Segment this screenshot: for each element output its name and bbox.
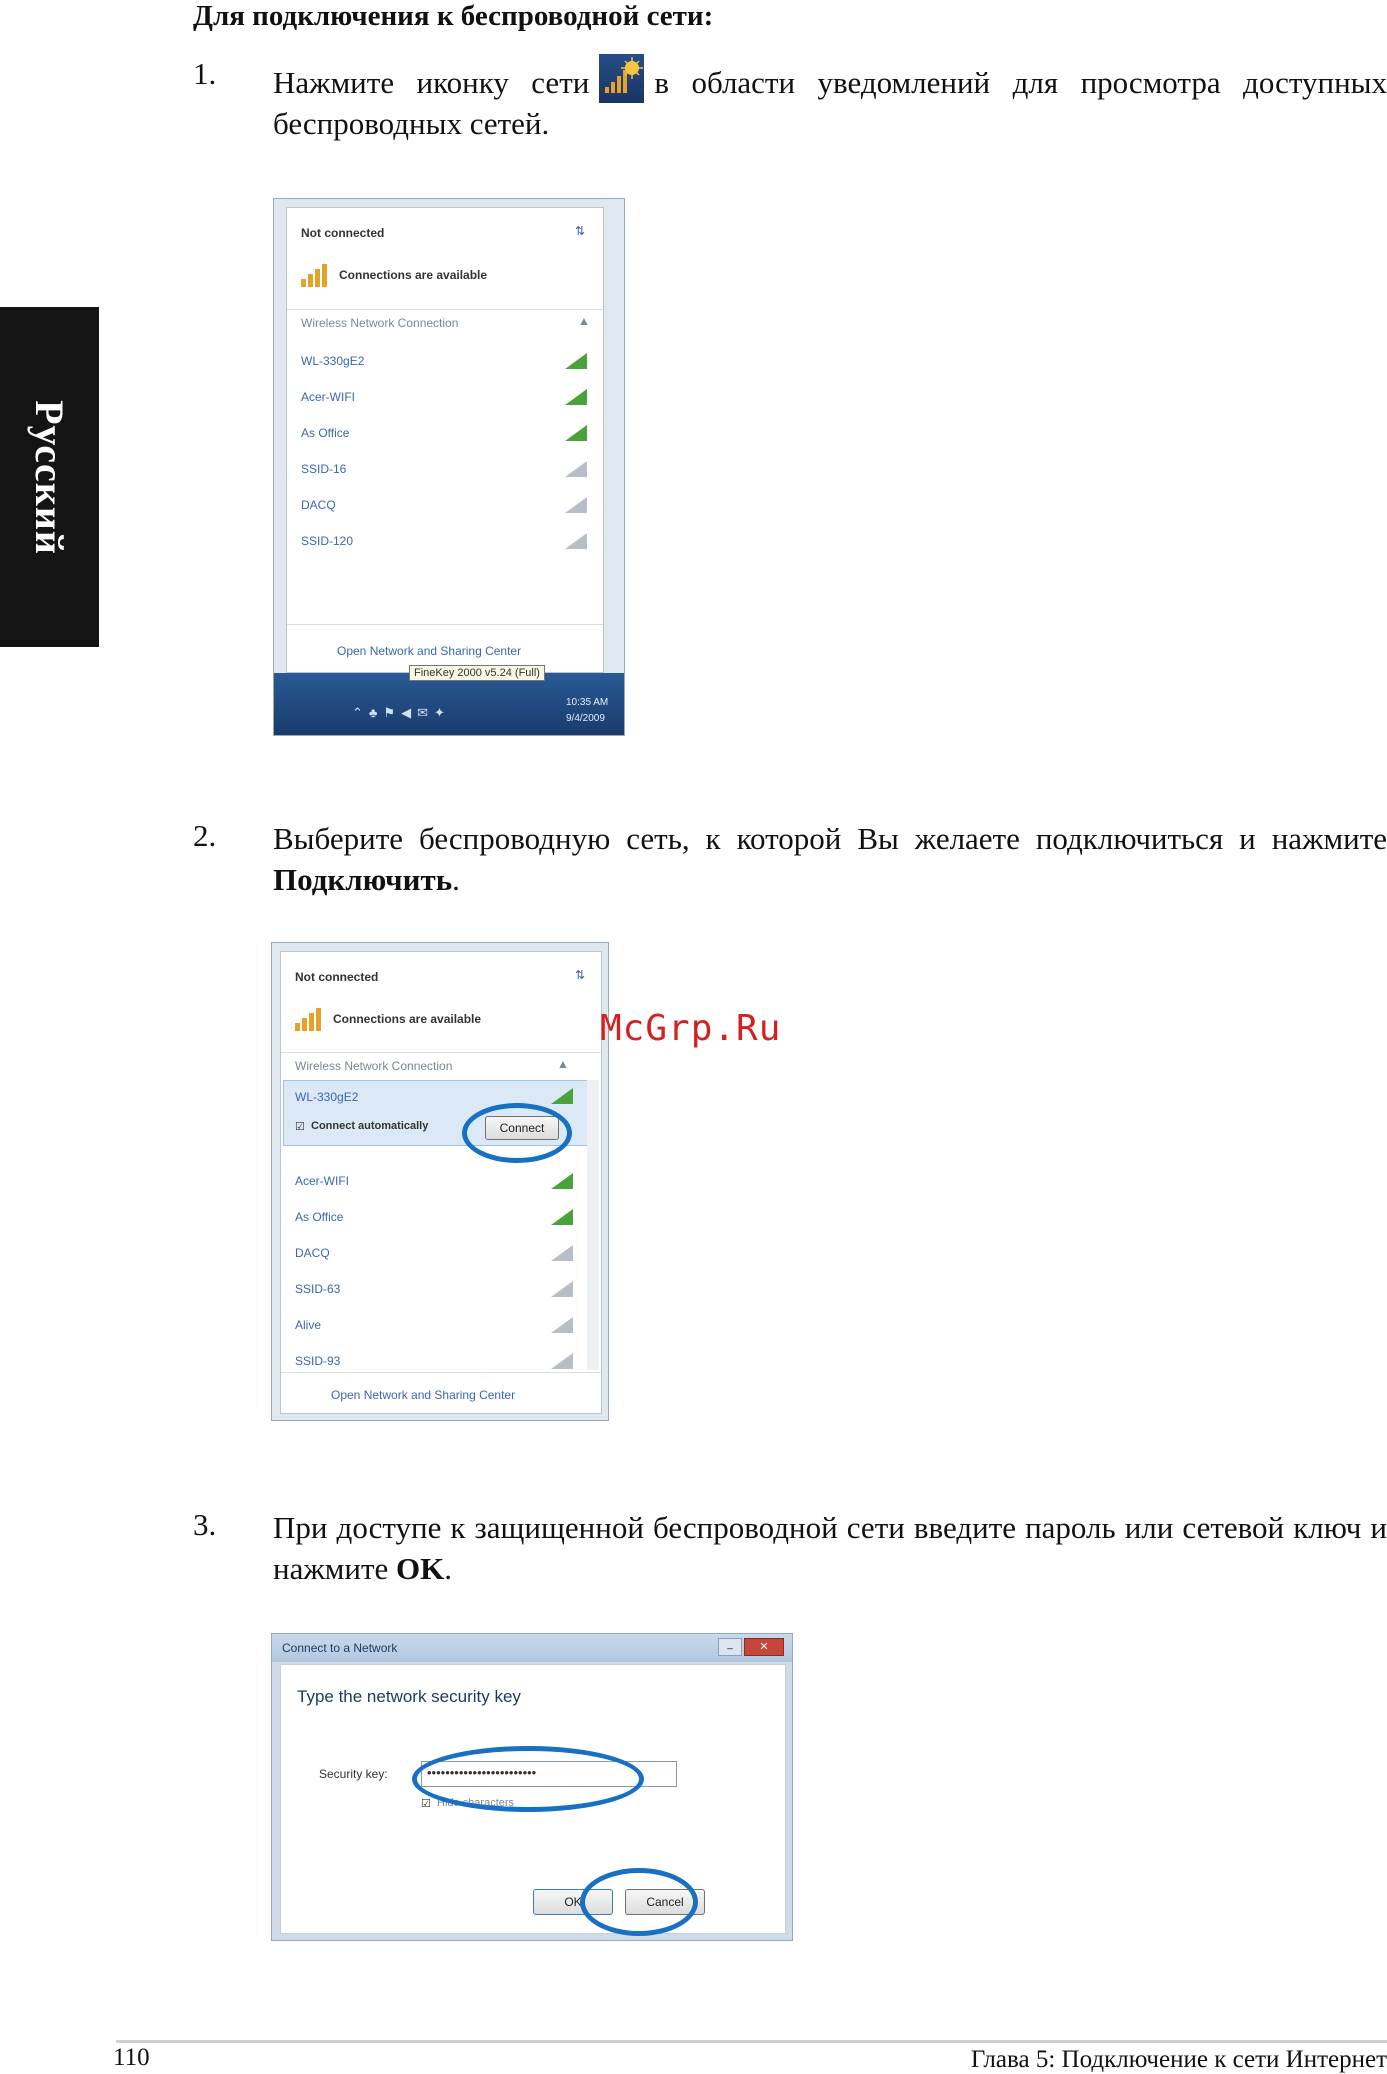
hide-characters-checkbox[interactable]: ☑: [421, 1798, 431, 1810]
highlight-ring: [462, 1103, 572, 1163]
chapter-title: Глава 5: Подключение к сети Интернет: [970, 2046, 1387, 2073]
signal-grey-icon: [563, 495, 589, 515]
signal-grey-icon: [563, 531, 589, 551]
step-3-number: 3.: [193, 1507, 217, 1542]
divider: [287, 309, 603, 310]
section-label: Wireless Network Connection: [295, 1059, 453, 1073]
network-item[interactable]: SSID-16: [301, 462, 347, 476]
connections-available-text: Connections are available: [333, 1012, 482, 1026]
highlight-ring: [412, 1746, 644, 1812]
security-key-value: ••••••••••••••••••••••••: [427, 1765, 537, 1780]
close-button[interactable]: ✕: [744, 1638, 784, 1656]
footer-rule: [116, 2040, 1387, 2043]
signal-grey-icon: [549, 1351, 575, 1371]
network-item[interactable]: Acer-WIFI: [295, 1174, 349, 1188]
signal-green-icon: [549, 1086, 575, 1106]
signal-grey-icon: [549, 1279, 575, 1299]
network-sharing-center-link[interactable]: Open Network and Sharing Center: [331, 1388, 516, 1402]
network-flyout-panel: [286, 207, 604, 673]
divider: [287, 624, 603, 625]
network-item[interactable]: DACQ: [295, 1246, 330, 1260]
section-heading: Для подключения к беспроводной сети:: [193, 0, 714, 32]
step-1-text-after: в области уведомлений для просмотра доступных беспроводных сетей.: [273, 65, 1387, 141]
signal-green-icon: [549, 1207, 575, 1227]
step-3-text-tail: .: [444, 1551, 453, 1586]
network-item[interactable]: WL-330gE2: [301, 354, 365, 368]
network-item[interactable]: SSID-63: [295, 1282, 341, 1296]
network-item[interactable]: SSID-93: [295, 1354, 341, 1368]
signal-green-icon: [563, 387, 589, 407]
connect-automatically-label: Connect automatically: [311, 1120, 429, 1132]
signal-green-icon: [563, 351, 589, 371]
status-text: Not connected: [295, 970, 379, 984]
signal-grey-icon: [549, 1315, 575, 1335]
ok-button[interactable]: OK: [533, 1889, 613, 1915]
signal-grey-icon: [563, 459, 589, 479]
screenshot-network-list: [273, 198, 625, 736]
dialog-title: Connect to a Network: [282, 1641, 398, 1655]
divider: [281, 1372, 601, 1373]
dialog-prompt: Type the network security key: [297, 1687, 521, 1706]
connect-automatically-checkbox[interactable]: ☑: [295, 1121, 305, 1133]
section-label: Wireless Network Connection: [301, 316, 459, 330]
watermark: McGrp.Ru: [600, 1008, 782, 1049]
selected-network-name[interactable]: WL-330gE2: [295, 1090, 359, 1104]
refresh-icon[interactable]: ⇅: [575, 968, 586, 982]
step-2-text-tail: .: [452, 862, 460, 897]
signal-strength-icon: [301, 263, 333, 287]
hide-characters-label: Hide characters: [437, 1797, 515, 1809]
screenshot-connect: [271, 942, 609, 1421]
network-item[interactable]: As Office: [295, 1210, 344, 1224]
network-item[interactable]: As Office: [301, 426, 350, 440]
cancel-button[interactable]: Cancel: [625, 1889, 705, 1915]
signal-green-icon: [563, 423, 589, 443]
network-tray-icon: [599, 54, 644, 103]
tray-tooltip: FineKey 2000 v5.24 (Full): [409, 665, 545, 681]
divider: [281, 1052, 601, 1053]
step-1-text: [273, 54, 1387, 144]
side-language-label-wrap: [0, 307, 99, 647]
step-3-text-bold: OK: [396, 1551, 445, 1586]
clock-time: 10:35 AM: [566, 697, 609, 708]
refresh-icon[interactable]: ⇅: [575, 224, 586, 238]
security-key-label: Security key:: [319, 1767, 388, 1781]
network-sharing-center-link[interactable]: Open Network and Sharing Center: [337, 644, 522, 658]
signal-strength-icon: [295, 1007, 327, 1031]
minimize-button[interactable]: _: [718, 1638, 742, 1656]
scrollbar[interactable]: [587, 1080, 599, 1370]
network-item[interactable]: DACQ: [301, 498, 336, 512]
step-2-text: [273, 818, 1387, 900]
step-2-text-main: Выберите беспроводную сеть, к которой Вы желаете подключиться и нажмите: [273, 821, 1387, 856]
status-text: Not connected: [301, 226, 385, 240]
screenshot-security-key: [271, 1633, 793, 1941]
network-flyout-panel: [280, 951, 602, 1414]
network-item[interactable]: SSID-120: [301, 534, 354, 548]
signal-grey-icon: [549, 1243, 575, 1263]
step-1-text-before: Нажмите иконку сети: [273, 65, 590, 100]
page-number: 110: [113, 2044, 150, 2071]
step-2-text-bold: Подключить: [273, 862, 453, 897]
collapse-icon[interactable]: ▲: [578, 314, 590, 328]
connect-button[interactable]: Connect: [485, 1116, 559, 1140]
collapse-icon[interactable]: ▲: [557, 1057, 569, 1071]
network-item[interactable]: Alive: [295, 1318, 322, 1332]
signal-green-icon: [549, 1171, 575, 1191]
connections-available-text: Connections are available: [339, 268, 488, 282]
tray-icons[interactable]: ⌃♣⚑◀✉✦: [352, 705, 451, 720]
highlight-ring: [580, 1868, 698, 1936]
step-3-text-main: При доступе к защищенной беспроводной сети введите пароль или сетевой ключ и нажмите: [273, 1510, 1387, 1586]
clock-date: 9/4/2009: [566, 713, 605, 724]
network-item[interactable]: Acer-WIFI: [301, 390, 355, 404]
side-language-label: Русский: [27, 399, 73, 555]
step-3-text: [273, 1507, 1387, 1589]
step-2-number: 2.: [193, 818, 217, 853]
step-1-number: 1.: [193, 56, 217, 91]
